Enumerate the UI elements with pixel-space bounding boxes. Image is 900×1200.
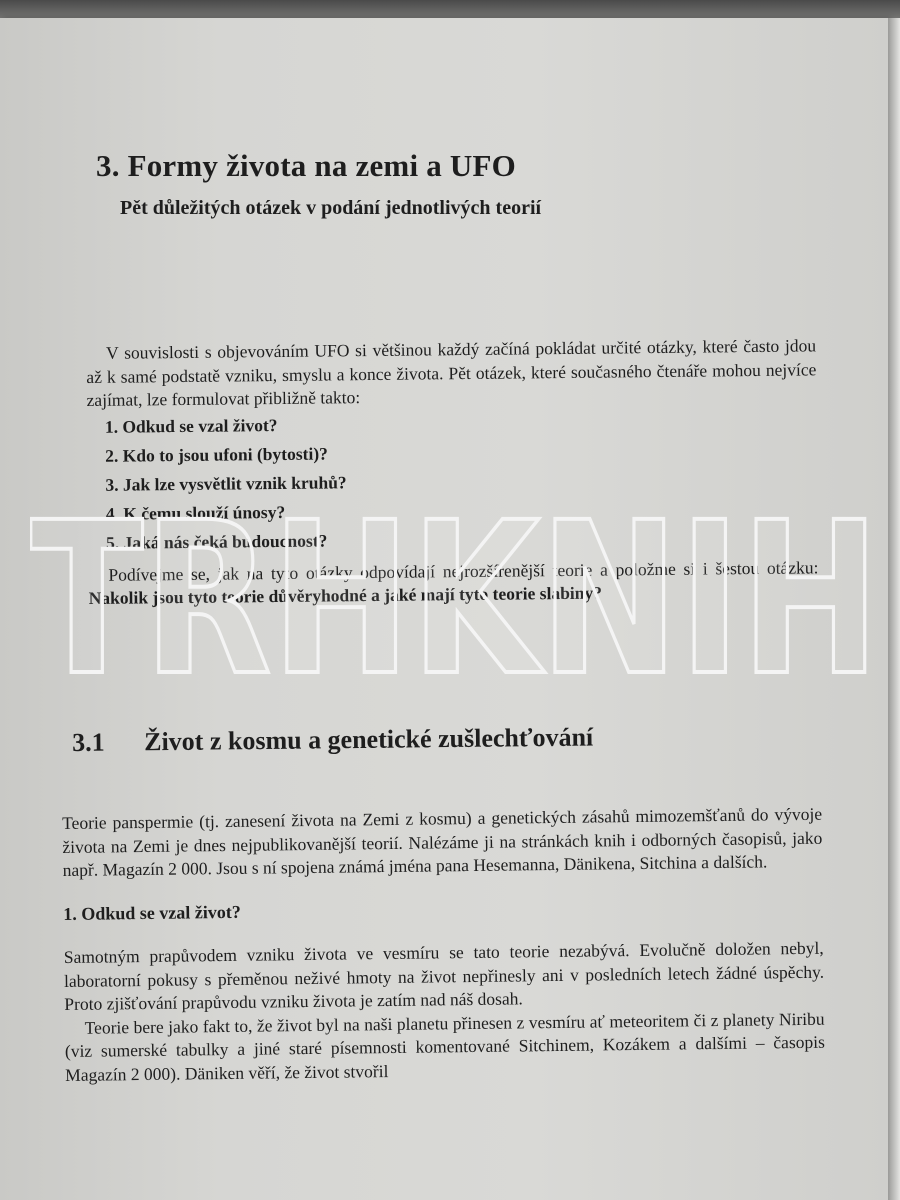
section-number: 3.1 — [72, 727, 105, 757]
chapter-title: 3. Formy života na zemi a UFO — [96, 148, 516, 183]
intro-block — [86, 334, 819, 610]
section-paragraph: Teorie panspermie (tj. zanesení života na Zemi z kosmu) a genetických zásahů mimozemšťanů do vývoje života na Zemi je dnes nejpublikovanější teorií. Nalézáme ji na stránkách knih i odborných časopisů, jako např. Magazín 2 000. Jsou s ní spojena známá jména pana Hesemanna, Dänikena, Sitchina a dalších. — [62, 803, 823, 880]
section-paragraph: Samotným prapůvodem vzniku života ve vesmíru se tato teorie nezabývá. Evolučně doložen nebyl, laboratorní pokusy s přeměnou neživé hmoty na život nepřinesly ani v posledních letech žádné úspěchy. Proto zjišťování prapůvodu vzniku života je zatím nad náš dosah. — [63, 937, 825, 1014]
page-right-edge — [888, 18, 900, 1200]
sub-heading: 1. Odkud se vzal život? — [63, 901, 241, 924]
question-list — [87, 405, 818, 558]
question-item: 5. Jaká nás čeká budoucnost? — [105, 529, 328, 553]
section-title — [72, 723, 593, 758]
question-item: 2. Kdo to jsou ufoni (bytosti)? — [105, 442, 328, 466]
intro-paragraph: V souvislosti s objevováním UFO si většinou každý začíná pokládat určité otázky, které často jdou až k samé podstatě vzniku, smyslu a konce života. Pět otázek, které současného čtenáře mohou nejvíce zajímat, lze formulovat přibližně takto: — [86, 335, 817, 410]
question-item: 1. Odkud se vzal život? — [104, 414, 278, 437]
section-paragraph: Teorie bere jako fakt to, že život byl na naši planetu přinesen z vesmíru ať meteoritem či z planety Niribu (viz sumerské tabulky a jiné staré písemnosti komentované Sitchinem, Kozákem a dalšími – časopis Magazín 2 000). Däniken věří, že život stvořil — [64, 1008, 825, 1085]
closing-paragraph — [88, 556, 818, 611]
closing-text: Podívejme se, jak na tyto otázky odpovídají nejrozšířenější teorie a položme si i šestou otázku: — [108, 556, 819, 585]
section-title-text: Život z kosmu a genetické zušlechťování — [143, 722, 594, 757]
section-body — [62, 803, 825, 1087]
closing-question: Nakolik jsou tyto teorie důvěryhodné a jaké mají tyto teorie slabiny? — [88, 582, 603, 608]
question-item: 4. K čemu slouží únosy? — [105, 501, 286, 524]
question-item: 3. Jak lze vysvětlit vznik kruhů? — [105, 471, 347, 495]
chapter-subtitle: Pět důležitých otázek v podání jednotlivých teorií — [120, 197, 542, 219]
